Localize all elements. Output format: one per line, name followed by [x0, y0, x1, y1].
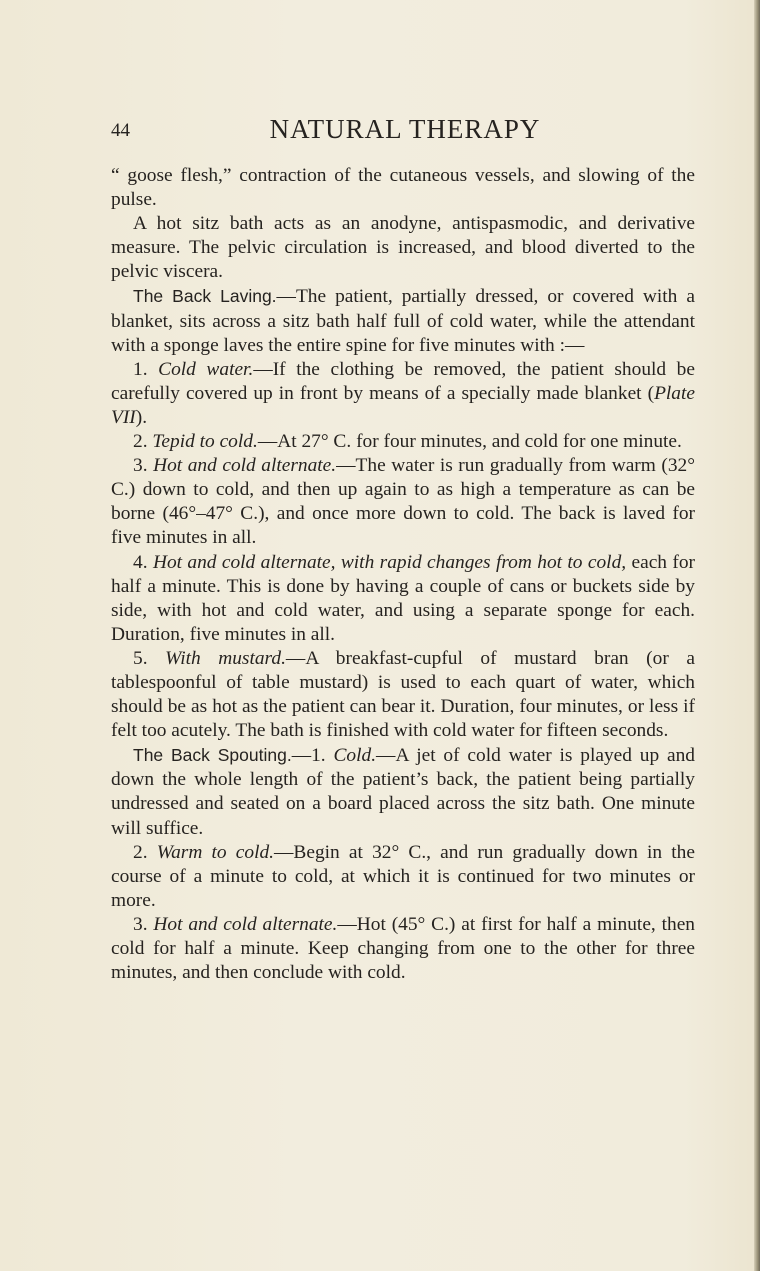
list-item: 3. Hot and cold alternate.—Hot (45° C.) at first for half a minute, then cold for half a minute. Keep changing from one to the other for three minutes, and then conclude with cold.	[111, 913, 695, 984]
section-paragraph: The Back Spouting.—1. Cold.—A jet of cold water is played up and down the whole length of the patient’s back, the patient being partially undressed and seated on a board placed across the sitz bath. One minute will suffice.	[111, 745, 696, 839]
section-heading: The Back Laving.	[133, 286, 277, 307]
item-lead: With mustard.	[165, 647, 286, 669]
item-number: 5.	[133, 647, 148, 669]
item-number: 3.	[133, 913, 148, 935]
list-item: 2. Warm to cold.—Begin at 32° C., and run gradually down in the course of a minute to cold, at which it is continued for two minutes or more.	[111, 841, 695, 911]
item-number: 3.	[133, 455, 148, 477]
item-number: 1.	[133, 358, 148, 380]
list-item: 5. With mustard.—A breakfast-cupful of mustard bran (or a tablespoonful of table mustard) is used to each quart of water, which should be as hot as the patient can bear it. Duration, four minutes, or less if felt too acutely. The bath is finished with cold water for fifteen seconds.	[111, 647, 695, 742]
item-lead: Cold water.	[158, 358, 254, 380]
item-number: 2.	[133, 431, 148, 453]
plate-reference: Plate VII	[111, 382, 695, 428]
item-lead: Hot and cold alternate, with rapid changes from hot to cold,	[152, 551, 627, 573]
section-heading: The Back Spouting.	[133, 745, 292, 766]
list-item: 1. Cold water.—If the clothing be removed, the patient should be carefully covered up in front by means of a specially made blanket (Plate VII).	[111, 358, 695, 428]
item-lead: Hot and cold alternate.	[153, 455, 337, 477]
page-header	[0, 114, 760, 146]
item-lead: Cold.	[333, 745, 377, 767]
page-edge-shadow	[754, 0, 760, 1271]
item-lead: Hot and cold alternate.	[153, 913, 338, 935]
running-title: NATURAL THERAPY	[269, 114, 541, 144]
paragraph: A hot sitz bath acts as an anodyne, antispasmodic, and derivative measure. The pelvic circulation is increased, and blood diverted to the pelvic viscera.	[111, 213, 695, 283]
item-number: —1.	[291, 745, 326, 767]
list-item: 3. Hot and cold alternate.—The water is run gradually from warm (32° C.) down to cold, and then up again to as high a temperature as can be borne (46°–47° C.), and once more down to cold. The back is laved for five minutes in all.	[111, 455, 695, 549]
item-lead: Tepid to cold.	[152, 431, 258, 453]
item-number: 4.	[133, 551, 148, 573]
page-number: 44	[111, 120, 130, 141]
list-item: 4. Hot and cold alternate, with rapid changes from hot to cold, each for half a minute. This is done by having a couple of cans or buckets side by side, with hot and cold water, and using a separate sponge for each. Duration, five minutes in all.	[111, 551, 695, 645]
item-number: 2.	[133, 841, 148, 863]
item-lead: Warm to cold.	[156, 841, 275, 863]
body-text	[111, 164, 695, 985]
paragraph: “ goose flesh,” contraction of the cutaneous vessels, and slowing of the pulse.	[111, 165, 695, 211]
section-paragraph: The Back Laving.—The patient, partially dressed, or covered with a blanket, sits across a sitz bath half full of cold water, while the attendant with a sponge laves the entire spine for five minutes with :—	[111, 286, 695, 356]
list-item: 2. Tepid to cold.—At 27° C. for four minutes, and cold for one minute.	[133, 431, 682, 453]
